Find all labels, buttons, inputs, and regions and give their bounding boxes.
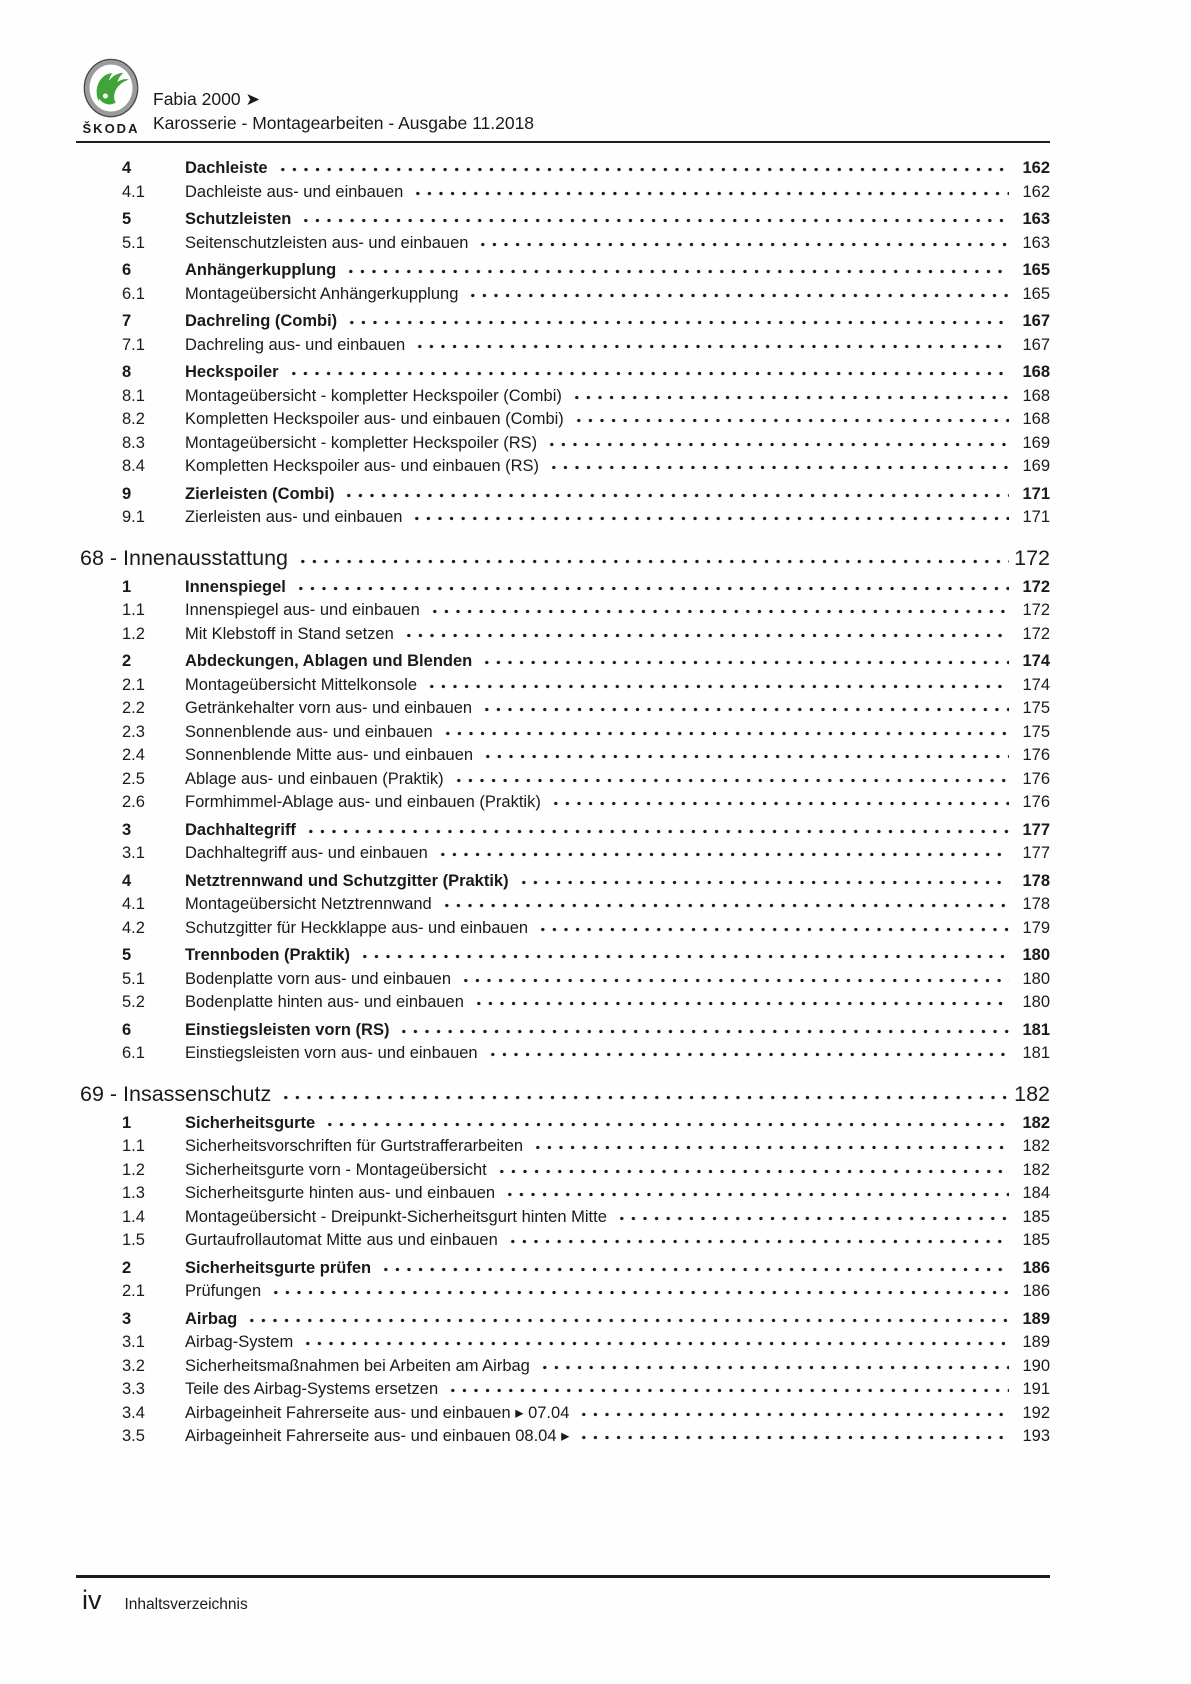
toc-entry-number: 5.1 — [122, 969, 145, 988]
toc-entry-title: Dachreling (Combi) — [185, 312, 338, 330]
toc-entry-title: Getränkehalter vorn aus- und einbauen — [185, 699, 473, 717]
dot-leader — [324, 1119, 1009, 1128]
toc-entry[interactable] — [76, 968, 1050, 992]
toc-entry-number: 3 — [122, 820, 132, 839]
toc-entry-number: 1 — [122, 577, 132, 596]
toc-entry-title: Sicherheitsmaßnahmen bei Arbeiten am Airbag — [185, 1356, 530, 1375]
dot-leader — [550, 798, 1009, 807]
toc-entry-page: 190 — [1022, 1356, 1050, 1375]
dot-leader — [573, 415, 1009, 424]
toc-list — [76, 157, 1050, 1449]
toc-entry-page: 180 — [1022, 969, 1050, 988]
toc-entry-title: Netztrennwand und Schutzgitter (Praktik) — [185, 871, 509, 890]
toc-entry[interactable] — [76, 1159, 1050, 1183]
dot-leader — [481, 657, 1009, 666]
toc-entry[interactable] — [76, 623, 1050, 647]
dot-leader — [467, 290, 1009, 299]
toc-entry[interactable] — [76, 157, 1050, 181]
toc-entry-page: 172 — [1022, 601, 1050, 619]
toc-entry-number: 5.2 — [122, 993, 145, 1011]
toc-entry-page: 165 — [1022, 261, 1050, 279]
dot-leader — [246, 1315, 1009, 1324]
toc-entry-page: 181 — [1022, 1020, 1050, 1039]
toc-entry[interactable] — [76, 1257, 1050, 1281]
toc-entry-page: 191 — [1022, 1380, 1050, 1398]
toc-entry-page: 168 — [1022, 410, 1050, 428]
dot-leader — [412, 188, 1009, 197]
toc-entry[interactable] — [76, 1042, 1050, 1066]
toc-entry-number: 4 — [122, 159, 132, 177]
toc-entry[interactable] — [76, 1229, 1050, 1253]
dot-leader — [487, 1049, 1009, 1058]
toc-entry[interactable] — [76, 697, 1050, 721]
toc-entry-page: 180 — [1022, 993, 1050, 1011]
toc-entry-title: Sicherheitsgurte hinten aus- und einbauen — [185, 1184, 496, 1202]
toc-entry-page: 177 — [1022, 820, 1050, 839]
toc-entry[interactable] — [76, 1308, 1050, 1332]
toc-entry-number: 1.2 — [122, 624, 145, 643]
toc-entry[interactable] — [76, 991, 1050, 1015]
toc-entry-page: 182 — [1022, 1113, 1050, 1132]
toc-entry-title: Montageübersicht Anhängerkupplung — [185, 284, 459, 303]
page-number: iv — [82, 1585, 102, 1615]
toc-entry-title: Anhängerkupplung — [185, 261, 337, 279]
toc-entry[interactable] — [76, 283, 1050, 307]
footer-label: Inhaltsverzeichnis — [124, 1596, 248, 1613]
dot-leader — [496, 1166, 1009, 1175]
toc-entry-number: 6.1 — [122, 284, 145, 303]
toc-entry-number: 3.2 — [122, 1356, 145, 1375]
dot-leader — [441, 900, 1009, 909]
toc-entry-title: Dachreling aus- und einbauen — [185, 335, 406, 354]
toc-entry-title: Dachhaltegriff — [185, 820, 296, 839]
toc-entry-title: Ablage aus- und einbauen (Praktik) — [185, 769, 444, 788]
dot-leader — [481, 704, 1009, 713]
toc-entry-title: Zierleisten aus- und einbauen — [185, 508, 403, 526]
toc-entry-title: Formhimmel-Ablage aus- und einbauen (Praktik) — [185, 793, 541, 811]
dot-leader — [537, 924, 1009, 933]
toc-entry-title: Zierleisten (Combi) — [185, 484, 335, 503]
toc-entry-title: Airbag — [185, 1309, 238, 1328]
toc-entry-title: Heckspoiler — [185, 363, 279, 381]
toc-entry-title: Montageübersicht Netztrennwand — [185, 895, 432, 913]
toc-entry[interactable] — [76, 1135, 1050, 1159]
dot-leader — [411, 513, 1009, 522]
toc-entry-number: 1.3 — [122, 1184, 145, 1202]
dot-leader — [398, 1026, 1009, 1035]
dot-leader — [429, 606, 1009, 615]
toc-entry-title: Kompletten Heckspoiler aus- und einbauen (RS) — [185, 457, 540, 475]
dot-leader — [302, 1338, 1009, 1347]
toc-entry-page: 181 — [1022, 1044, 1050, 1062]
dot-leader — [477, 239, 1009, 248]
toc-entry-page: 167 — [1022, 312, 1050, 330]
model-title: Fabia 2000 ➤ — [153, 89, 261, 109]
toc-entry-number: 6.1 — [122, 1044, 145, 1062]
toc-entry-title: 68 - Innenausstattung — [80, 545, 288, 570]
toc-entry-title: Sicherheitsvorschriften für Gurtstrafferarbeiten — [185, 1137, 524, 1155]
toc-entry-number: 8 — [122, 363, 132, 381]
dot-leader — [297, 555, 1009, 565]
toc-entry-number: 3.1 — [122, 844, 145, 862]
dot-leader — [343, 490, 1009, 499]
toc-entry-page: 174 — [1022, 652, 1050, 670]
toc-entry-title: Seitenschutzleisten aus- und einbauen — [185, 233, 469, 252]
toc-entry-number: 9.1 — [122, 508, 145, 526]
toc-entry-number: 4.1 — [122, 895, 145, 913]
toc-entry-page: 186 — [1022, 1282, 1050, 1300]
toc-entry[interactable] — [76, 455, 1050, 479]
toc-entry-number: 4.2 — [122, 918, 145, 937]
skoda-wordmark: ŠKODA — [82, 121, 140, 136]
toc-entry-number: 2.1 — [122, 675, 145, 694]
toc-entry[interactable] — [76, 768, 1050, 792]
page-header — [76, 58, 1050, 136]
toc-entry-title: Prüfungen — [185, 1282, 262, 1300]
toc-entry-page: 182 — [1022, 1137, 1050, 1155]
toc-entry-page: 171 — [1022, 484, 1050, 503]
toc-entry-number: 2.5 — [122, 769, 145, 788]
toc-entry-page: 184 — [1022, 1184, 1050, 1202]
dot-leader — [616, 1213, 1009, 1222]
dot-leader — [414, 341, 1009, 350]
dot-leader — [426, 681, 1009, 690]
dot-leader — [546, 439, 1009, 448]
toc-entry-number: 4.1 — [122, 182, 145, 201]
toc-entry-title: Abdeckungen, Ablagen und Blenden — [185, 652, 473, 670]
toc-entry[interactable] — [76, 310, 1050, 334]
dot-leader — [305, 826, 1009, 835]
toc-entry[interactable] — [76, 506, 1050, 530]
page-footer — [76, 1570, 1050, 1615]
toc-entry[interactable] — [76, 232, 1050, 256]
dot-leader — [482, 751, 1009, 760]
toc-entry-title: Gurtaufrollautomat Mitte aus und einbauen — [185, 1231, 498, 1249]
toc-entry-number: 2.2 — [122, 699, 145, 717]
toc-entry-number: 8.2 — [122, 410, 145, 428]
toc-entry-title: Montageübersicht - Dreipunkt-Sicherheitsgurt hinten Mitte — [185, 1207, 607, 1226]
toc-entry[interactable] — [76, 944, 1050, 968]
toc-entry-number: 6 — [122, 1020, 132, 1039]
dot-leader — [403, 630, 1009, 639]
toc-entry-number: 5.1 — [122, 233, 145, 252]
skoda-logo-icon — [82, 58, 140, 120]
toc-entry-page: 193 — [1022, 1427, 1050, 1445]
toc-entry[interactable] — [76, 1355, 1050, 1379]
toc-entry-page: 176 — [1022, 769, 1050, 788]
toc-entry-title: Dachleiste — [185, 159, 268, 177]
dot-leader — [442, 728, 1009, 737]
dot-leader — [345, 266, 1009, 275]
dot-leader — [346, 317, 1009, 326]
toc-entry-page: 165 — [1022, 284, 1050, 303]
toc-entry-number: 3.1 — [122, 1333, 145, 1351]
dot-leader — [277, 164, 1009, 173]
toc-entry-number: 7 — [122, 312, 132, 330]
toc-entry-title: Dachhaltegriff aus- und einbauen — [185, 844, 428, 862]
toc-entry-number: 2 — [122, 652, 132, 670]
toc-entry-number: 1.1 — [122, 601, 145, 619]
toc-entry-page: 185 — [1022, 1231, 1050, 1249]
toc-entry-page: 169 — [1022, 457, 1050, 475]
toc-entry[interactable] — [76, 791, 1050, 815]
toc-entry[interactable] — [76, 1182, 1050, 1206]
dot-leader — [571, 392, 1009, 401]
toc-entry[interactable] — [76, 842, 1050, 866]
toc-entry-number: 1.5 — [122, 1231, 145, 1249]
dot-leader — [460, 975, 1009, 984]
toc-entry[interactable] — [76, 1378, 1050, 1402]
toc-entry-page: 167 — [1022, 335, 1050, 354]
toc-entry-title: Airbageinheit Fahrerseite aus- und einbauen ▸ 07.04 — [185, 1403, 570, 1422]
toc-entry-title: Airbageinheit Fahrerseite aus- und einbauen 08.04 ▸ — [185, 1427, 570, 1445]
toc-entry[interactable] — [76, 544, 1050, 572]
toc-entry-title: Sicherheitsgurte prüfen — [185, 1258, 372, 1277]
toc-entry-page: 168 — [1022, 363, 1050, 381]
document-title: Karosserie - Montagearbeiten - Ausgabe 11.2018 — [153, 113, 535, 133]
toc-entry-title: Teile des Airbag-Systems ersetzen — [185, 1380, 439, 1398]
toc-entry-title: Trennboden (Praktik) — [185, 946, 351, 964]
dot-leader — [548, 462, 1009, 471]
dot-leader — [447, 1385, 1009, 1394]
toc-entry-page: 168 — [1022, 386, 1050, 405]
toc-entry[interactable] — [76, 259, 1050, 283]
dot-leader — [359, 951, 1009, 960]
toc-entry-page: 185 — [1022, 1207, 1050, 1226]
toc-entry-page: 177 — [1022, 844, 1050, 862]
toc-entry-page: 176 — [1022, 793, 1050, 811]
toc-entry[interactable] — [76, 1112, 1050, 1136]
toc-entry-page: 163 — [1022, 210, 1050, 228]
toc-entry-number: 2.1 — [122, 1282, 145, 1300]
toc-entry-number: 3.5 — [122, 1427, 145, 1445]
toc-entry-title: Schutzleisten — [185, 210, 292, 228]
toc-entry-title: Innenspiegel aus- und einbauen — [185, 601, 420, 619]
toc-entry[interactable] — [76, 721, 1050, 745]
toc-entry-page: 178 — [1022, 895, 1050, 913]
toc-entry-number: 8.4 — [122, 457, 145, 475]
toc-entry-number: 4 — [122, 871, 132, 890]
toc-entry[interactable] — [76, 1331, 1050, 1355]
toc-entry-page: 175 — [1022, 699, 1050, 717]
dot-leader — [578, 1409, 1009, 1418]
toc-entry-page: 163 — [1022, 233, 1050, 252]
toc-entry-title: Montageübersicht - kompletter Heckspoiler (RS) — [185, 433, 538, 452]
toc-entry-number: 1 — [122, 1113, 132, 1132]
dot-leader — [453, 775, 1009, 784]
toc-entry-page: 179 — [1022, 918, 1050, 937]
footer-divider — [76, 1575, 1050, 1578]
dot-leader — [295, 583, 1009, 592]
dot-leader — [532, 1142, 1009, 1151]
toc-entry[interactable] — [76, 674, 1050, 698]
toc-entry-title: Sicherheitsgurte vorn - Montageübersicht — [185, 1160, 487, 1179]
toc-entry-number: 1.4 — [122, 1207, 145, 1226]
toc-entry[interactable] — [76, 893, 1050, 917]
toc-entry-page: 180 — [1022, 946, 1050, 964]
toc-entry-number: 8.1 — [122, 386, 145, 405]
toc-entry-number: 2.4 — [122, 746, 145, 764]
toc-entry-title: Bodenplatte hinten aus- und einbauen — [185, 993, 464, 1011]
toc-entry[interactable] — [76, 334, 1050, 358]
toc-entry-number: 5 — [122, 210, 132, 228]
dot-leader — [288, 368, 1009, 377]
dot-leader — [578, 1432, 1009, 1441]
toc-entry-number: 7.1 — [122, 335, 145, 354]
toc-entry-number: 3 — [122, 1309, 132, 1328]
toc-entry-title: Sicherheitsgurte — [185, 1113, 316, 1132]
toc-entry-page: 174 — [1022, 675, 1050, 694]
toc-entry-number: 1.2 — [122, 1160, 145, 1179]
toc-entry-title: Einstiegsleisten vorn (RS) — [185, 1020, 390, 1039]
toc-entry[interactable] — [76, 385, 1050, 409]
toc-entry-title: Bodenplatte vorn aus- und einbauen — [185, 969, 452, 988]
toc-entry[interactable] — [76, 1402, 1050, 1426]
toc-entry-number: 3.3 — [122, 1380, 145, 1398]
toc-entry-page: 189 — [1022, 1333, 1050, 1351]
toc-entry-page: 189 — [1022, 1309, 1050, 1328]
toc-entry[interactable] — [76, 1019, 1050, 1043]
toc-entry-title: 69 - Insassenschutz — [80, 1081, 272, 1106]
toc-entry-number: 9 — [122, 484, 132, 503]
toc-entry-number: 2.3 — [122, 722, 145, 741]
toc-entry-title: Einstiegsleisten vorn aus- und einbauen — [185, 1044, 478, 1062]
toc-entry-title: Schutzgitter für Heckklappe aus- und einbauen — [185, 918, 529, 937]
toc-entry-page: 192 — [1022, 1403, 1050, 1422]
toc-entry[interactable] — [76, 432, 1050, 456]
dot-leader — [518, 877, 1009, 886]
skoda-logo — [79, 58, 143, 136]
toc-entry-number: 5 — [122, 946, 132, 964]
toc-entry-title: Dachleiste aus- und einbauen — [185, 182, 404, 201]
toc-entry[interactable] — [76, 1425, 1050, 1449]
toc-entry[interactable] — [76, 208, 1050, 232]
toc-entry-page: 175 — [1022, 722, 1050, 741]
toc-entry-title: Sonnenblende aus- und einbauen — [185, 722, 433, 741]
toc-entry[interactable] — [76, 917, 1050, 941]
toc-entry-title: Montageübersicht Mittelkonsole — [185, 675, 418, 694]
toc-entry-number: 2.6 — [122, 793, 145, 811]
toc-entry[interactable] — [76, 599, 1050, 623]
toc-entry[interactable] — [76, 819, 1050, 843]
toc-entry-title: Kompletten Heckspoiler aus- und einbauen (Combi) — [185, 410, 564, 428]
toc-entry-page: 186 — [1022, 1258, 1050, 1277]
toc-entry-page: 172 — [1014, 545, 1050, 570]
toc-entry-page: 172 — [1022, 577, 1050, 596]
toc-entry[interactable] — [76, 576, 1050, 600]
dot-leader — [380, 1264, 1009, 1273]
toc-entry[interactable] — [76, 181, 1050, 205]
toc-entry-page: 176 — [1022, 746, 1050, 764]
toc-entry-page: 178 — [1022, 871, 1050, 890]
toc-entry-title: Innenspiegel — [185, 577, 286, 596]
dot-leader — [504, 1189, 1009, 1198]
dot-leader — [280, 1091, 1009, 1101]
toc-entry-number: 8.3 — [122, 433, 145, 452]
toc-entry-title: Sonnenblende Mitte aus- und einbauen — [185, 746, 474, 764]
header-divider — [76, 141, 1050, 143]
toc-entry-page: 162 — [1022, 182, 1050, 201]
toc-entry-page: 182 — [1022, 1160, 1050, 1179]
toc-entry-page: 182 — [1014, 1081, 1050, 1106]
toc-entry[interactable] — [76, 1206, 1050, 1230]
dot-leader — [437, 849, 1009, 858]
toc-entry-page: 169 — [1022, 433, 1050, 452]
toc-entry[interactable] — [76, 870, 1050, 894]
toc-entry[interactable] — [76, 744, 1050, 768]
toc-entry-number: 2 — [122, 1258, 132, 1277]
toc-entry[interactable] — [76, 1280, 1050, 1304]
toc-entry[interactable] — [76, 408, 1050, 432]
toc-entry-page: 172 — [1022, 624, 1050, 643]
dot-leader — [270, 1287, 1009, 1296]
toc-entry[interactable] — [76, 650, 1050, 674]
toc-entry[interactable] — [76, 361, 1050, 385]
dot-leader — [300, 215, 1009, 224]
toc-entry-number: 1.1 — [122, 1137, 145, 1155]
dot-leader — [507, 1236, 1009, 1245]
toc-entry-page: 162 — [1022, 159, 1050, 177]
dot-leader — [473, 998, 1009, 1007]
dot-leader — [539, 1362, 1009, 1371]
toc-entry-title: Montageübersicht - kompletter Heckspoiler (Combi) — [185, 386, 562, 405]
toc-entry-title: Mit Klebstoff in Stand setzen — [185, 624, 394, 643]
toc-entry-number: 6 — [122, 261, 132, 279]
toc-entry[interactable] — [76, 1080, 1050, 1108]
toc-entry-title: Airbag-System — [185, 1333, 294, 1351]
toc-entry-number: 3.4 — [122, 1403, 145, 1422]
toc-entry[interactable] — [76, 483, 1050, 507]
toc-entry-page: 171 — [1022, 508, 1050, 526]
